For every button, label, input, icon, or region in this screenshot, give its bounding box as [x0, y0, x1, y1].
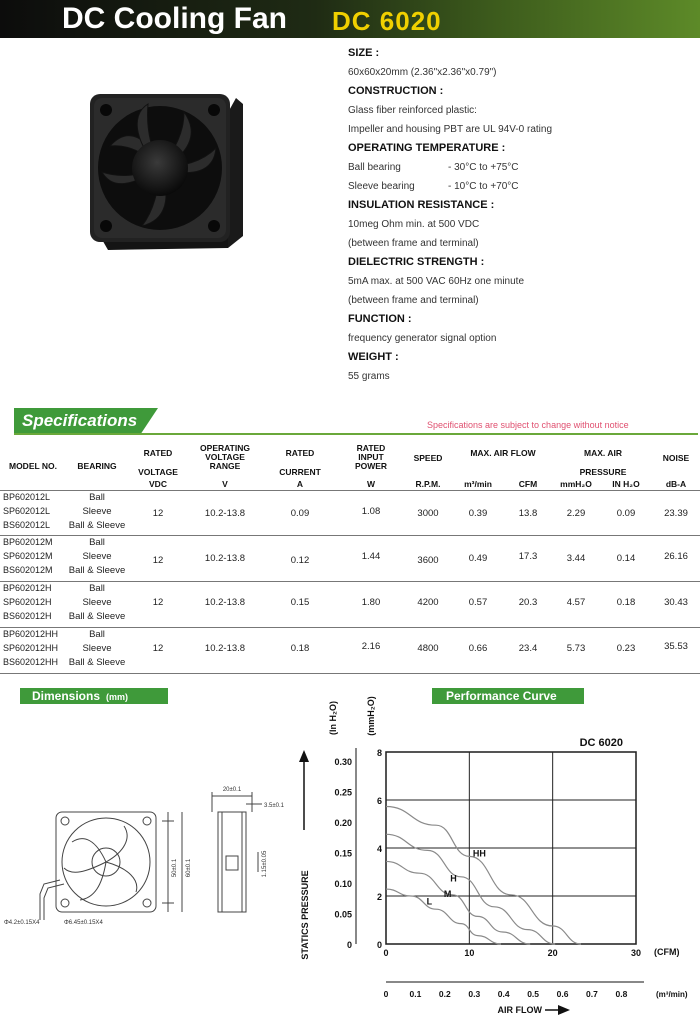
- dim-hole-pos: Φ6.45±0.15X4: [64, 920, 103, 926]
- voltage-cell: 12: [152, 555, 164, 566]
- bearing-cell: Ball: [89, 629, 105, 640]
- header-operating-voltage: OPERATING VOLTAGE RANGE: [200, 443, 250, 471]
- model-number: SP602012L: [3, 506, 51, 516]
- dim-hole-a: 50±0.1: [172, 858, 178, 878]
- table-divider: [0, 490, 700, 491]
- x-tick-m3: 0.5: [527, 989, 540, 999]
- header-noise: NOISE: [662, 453, 690, 463]
- properties-list: [348, 44, 698, 386]
- weight-label: WEIGHT :: [348, 351, 399, 363]
- x-tick-m3: 0.8: [615, 989, 628, 999]
- fan-product-image: [88, 86, 243, 256]
- y-axis-label: STATICS PRESSURE: [300, 870, 310, 960]
- bearing-cell: Ball & Sleeve: [68, 565, 126, 576]
- noise-cell: 30.43: [664, 597, 688, 608]
- header-max-air-flow: MAX. AIR FLOW: [470, 448, 536, 458]
- pressure-mm-cell: 3.44: [566, 553, 586, 564]
- header-rated-power: RATED INPUT POWER: [354, 443, 388, 471]
- y-axis-arrow-icon: [299, 750, 309, 762]
- bearing-type: Sleeve bearing: [348, 181, 415, 192]
- bearing-cell: Sleeve: [82, 551, 112, 562]
- function-label: FUNCTION :: [348, 313, 412, 325]
- construction-label: CONSTRUCTION :: [348, 85, 444, 97]
- flow-m3-cell: 0.57: [468, 597, 488, 608]
- dimensions-unit: (mm): [106, 692, 129, 702]
- table-divider: [0, 673, 700, 674]
- header-speed: SPEED: [413, 453, 443, 463]
- voltage-cell: 12: [152, 508, 164, 519]
- power-cell: 1.08: [361, 506, 381, 517]
- temperature-row: [348, 158, 698, 177]
- speed-cell: 4800: [417, 643, 439, 654]
- y-tick-in: 0.05: [334, 909, 352, 920]
- series-line-HH: [386, 806, 581, 944]
- model-number: BP602012HH: [3, 629, 59, 639]
- flow-m3-cell: 0.39: [468, 508, 488, 519]
- dielectric-value: 5mA max. at 500 VAC 60Hz one minute: [348, 276, 525, 287]
- bearing-cell: Ball: [89, 583, 105, 594]
- bearing-cell: Sleeve: [82, 597, 112, 608]
- weight-value: 55 grams: [348, 371, 390, 382]
- flow-m3-cell: 0.49: [468, 553, 488, 564]
- x-tick-m3: 0.2: [438, 989, 451, 999]
- unit-w: W: [366, 479, 376, 489]
- power-cell: 1.44: [361, 551, 381, 562]
- insulation-value: (between frame and terminal): [348, 238, 479, 249]
- dim-hole-b: 60±0.1: [186, 858, 192, 878]
- series-label-H: H: [450, 873, 457, 884]
- x-tick-m3: 0: [383, 989, 389, 999]
- bearing-cell: Sleeve: [82, 506, 112, 517]
- table-row: [0, 492, 700, 536]
- y-tick-mm: 2: [376, 892, 382, 902]
- x-tick-m3: 0.6: [556, 989, 569, 999]
- unit-a: A: [296, 479, 304, 489]
- flow-cfm-cell: 17.3: [518, 551, 538, 562]
- insulation-value: 10meg Ohm min. at 500 VDC: [348, 219, 480, 230]
- bearing-type: Ball bearing: [348, 162, 401, 173]
- x-tick-m3: 0.4: [497, 989, 510, 999]
- speed-cell: 3600: [417, 555, 439, 566]
- model-number: BP602012L: [3, 492, 51, 502]
- y-tick-mm: 4: [376, 844, 382, 854]
- temperature-label: OPERATING TEMPERATURE :: [348, 142, 506, 154]
- y-unit-in: (In H₂O): [328, 701, 338, 735]
- power-cell: 2.16: [361, 641, 381, 652]
- series-label-HH: HH: [472, 848, 486, 859]
- range-cell: 10.2-13.8: [204, 597, 246, 608]
- x-tick-m3: 0.3: [468, 989, 481, 999]
- model-number: BP602012M: [3, 537, 53, 547]
- header-max-air-pressure: MAX. AIR PRESSURE: [579, 448, 627, 477]
- unit-vdc: VDC: [149, 479, 167, 489]
- table-row: [0, 537, 700, 581]
- unit-m3min: m³/min: [464, 479, 492, 489]
- y-unit-mm: (mmH₂O): [366, 696, 376, 736]
- speed-cell: 3000: [417, 508, 439, 519]
- noise-cell: 35.53: [664, 641, 688, 652]
- dim-rib: 3.5±0.1: [264, 803, 284, 809]
- current-cell: 0.15: [290, 597, 310, 608]
- model-number: BS602012M: [3, 565, 53, 575]
- function-value: frequency generator signal option: [348, 333, 497, 344]
- temperature-row: [348, 177, 698, 196]
- pressure-mm-cell: 2.29: [566, 508, 586, 519]
- x-tick-cfm: 10: [464, 948, 475, 958]
- dim-width-top: 20±0.1: [222, 787, 242, 793]
- performance-banner-text: Performance Curve: [446, 689, 557, 703]
- y-tick-in: 0.30: [334, 757, 352, 768]
- y-tick-in: 0.25: [334, 787, 352, 798]
- y-tick-mm: 0: [376, 940, 382, 950]
- dimensions-banner: [20, 688, 168, 704]
- pressure-in-cell: 0.14: [616, 553, 636, 564]
- table-row: [0, 583, 700, 627]
- range-cell: 10.2-13.8: [204, 553, 246, 564]
- flow-cfm-cell: 20.3: [518, 597, 538, 608]
- unit-dba: dB-A: [665, 479, 687, 489]
- banner-divider: [14, 433, 698, 435]
- pressure-in-cell: 0.23: [616, 643, 636, 654]
- y-tick-mm: 6: [376, 796, 382, 806]
- model-number: SP602012H: [3, 597, 52, 607]
- bearing-cell: Ball & Sleeve: [68, 520, 126, 531]
- dielectric-value: (between frame and terminal): [348, 295, 479, 306]
- bearing-cell: Ball: [89, 492, 105, 503]
- temperature-range: - 30°C to +75°C: [448, 162, 519, 173]
- size-value: 60x60x20mm (2.36"x2.36"x0.79"): [348, 67, 497, 78]
- series-label-L: L: [426, 896, 433, 907]
- insulation-label: INSULATION RESISTANCE :: [348, 199, 495, 211]
- pressure-mm-cell: 5.73: [566, 643, 586, 654]
- specifications-banner: [14, 408, 158, 434]
- y-tick-in: 0.15: [334, 848, 352, 859]
- unit-cfm: CFM: [518, 479, 538, 489]
- x-tick-cfm: 0: [383, 948, 389, 958]
- model-number: BS602012HH: [3, 657, 59, 667]
- model-number: SP602012HH: [3, 643, 59, 653]
- y-tick-in: 0: [346, 940, 352, 950]
- series-label-M: M: [443, 889, 452, 900]
- table-row: [0, 629, 700, 673]
- voltage-cell: 12: [152, 597, 164, 608]
- power-cell: 1.80: [361, 597, 381, 608]
- specifications-note: Specifications are subject to change without notice: [427, 420, 629, 430]
- temperature-range: - 10°C to +70°C: [448, 181, 519, 192]
- pressure-in-cell: 0.18: [616, 597, 636, 608]
- dim-side: 1.15±0.05: [262, 850, 268, 878]
- y-tick-in: 0.10: [334, 879, 352, 890]
- flow-cfm-cell: 23.4: [518, 643, 538, 654]
- bearing-cell: Ball & Sleeve: [68, 657, 126, 668]
- series-line-M: [386, 861, 530, 944]
- table-divider: [0, 627, 700, 628]
- flow-m3-cell: 0.66: [468, 643, 488, 654]
- flow-cfm-cell: 13.8: [518, 508, 538, 519]
- noise-cell: 23.39: [664, 508, 688, 519]
- y-tick-in: 0.20: [334, 818, 352, 829]
- header-rated-voltage: RATED VOLTAGE: [138, 448, 178, 477]
- chart-title: DC 6020: [579, 737, 623, 749]
- unit-v: V: [222, 479, 228, 489]
- header-rated-current: RATED CURRENT: [279, 448, 321, 477]
- header-banner: [0, 0, 700, 38]
- x-axis-arrow-icon: [558, 1005, 570, 1015]
- x-tick-m3: 0.1: [409, 989, 422, 999]
- specifications-banner-text: Specifications: [22, 411, 138, 430]
- speed-cell: 4200: [417, 597, 439, 608]
- voltage-cell: 12: [152, 643, 164, 654]
- x-tick-cfm: 20: [547, 948, 558, 958]
- unit-rpm: R.P.M.: [415, 479, 441, 489]
- construction-value: Impeller and housing PBT are UL 94V-0 rating: [348, 124, 553, 135]
- unit-mmh2o: mmH₂O: [560, 479, 592, 489]
- header-bearing: BEARING: [77, 461, 117, 471]
- unit-inh2o: IN H₂O: [612, 479, 640, 489]
- table-divider: [0, 581, 700, 582]
- x-unit-cfm: (CFM): [654, 947, 680, 957]
- page-title: DC Cooling Fan: [62, 2, 287, 35]
- pressure-mm-cell: 4.57: [566, 597, 586, 608]
- model-number: BP602012H: [3, 583, 52, 593]
- size-label: SIZE :: [348, 47, 380, 59]
- dielectric-label: DIELECTRIC STRENGTH :: [348, 256, 485, 268]
- pressure-in-cell: 0.09: [616, 508, 636, 519]
- construction-value: Glass fiber reinforced plastic:: [348, 105, 477, 116]
- model-title: DC 6020: [332, 6, 442, 36]
- performance-chart: [290, 680, 700, 1025]
- model-number: BS602012L: [3, 520, 51, 530]
- dim-mount: Φ4.2±0.15X4: [4, 920, 40, 926]
- x-tick-cfm: 30: [630, 948, 642, 958]
- range-cell: 10.2-13.8: [204, 508, 246, 519]
- dimensions-banner-text: Dimensions: [32, 689, 101, 703]
- dimension-drawing: [0, 760, 300, 940]
- y-tick-mm: 8: [376, 748, 382, 758]
- series-line-H: [386, 834, 555, 944]
- x-unit-m3: (m³/min): [656, 990, 688, 999]
- model-number: BS602012H: [3, 611, 52, 621]
- current-cell: 0.09: [290, 508, 310, 519]
- noise-cell: 26.16: [664, 551, 688, 562]
- header-model: MODEL NO.: [8, 461, 57, 471]
- range-cell: 10.2-13.8: [204, 643, 246, 654]
- current-cell: 0.12: [290, 555, 310, 566]
- x-tick-m3: 0.7: [586, 989, 598, 999]
- x-axis-label: AIR FLOW: [497, 1005, 542, 1015]
- current-cell: 0.18: [290, 643, 310, 654]
- bearing-cell: Ball: [89, 537, 105, 548]
- bearing-cell: Ball & Sleeve: [68, 611, 126, 622]
- model-number: SP602012M: [3, 551, 53, 561]
- bearing-cell: Sleeve: [82, 643, 112, 654]
